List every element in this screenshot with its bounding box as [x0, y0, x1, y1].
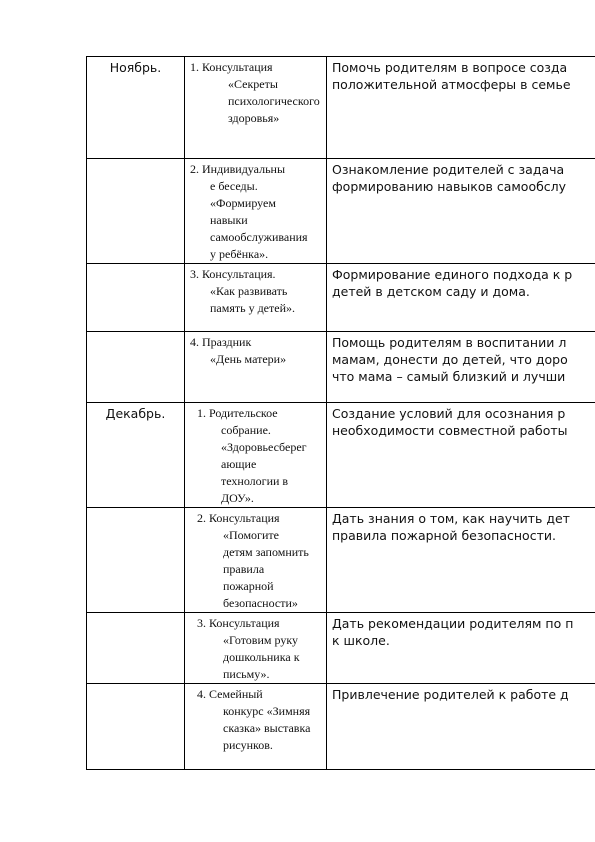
event-text — [185, 684, 326, 754]
event-line: сказка» выставка — [223, 721, 311, 735]
event-text — [185, 264, 326, 317]
month-cell — [87, 264, 185, 332]
event-line: технологии в — [221, 474, 289, 488]
event-line: ДОУ». — [221, 491, 254, 505]
table-row — [87, 332, 595, 403]
goal-line: мамам, донести до детей, что доро — [332, 352, 568, 367]
month-cell — [87, 403, 185, 508]
event-line: рисунков. — [223, 738, 273, 752]
event-line: «Помогите — [223, 528, 279, 542]
event-line: «Формируем — [210, 196, 276, 210]
month-cell — [87, 57, 185, 159]
event-line: 3. Консультация. — [190, 267, 276, 281]
event-line: «Готовим руку — [223, 633, 298, 647]
goal-line: что мама – самый близкий и лучши — [332, 369, 566, 384]
table-row — [87, 159, 595, 264]
goal-text — [327, 332, 595, 385]
goal-line: детей в детском саду и дома. — [332, 284, 530, 299]
goal-cell — [327, 508, 595, 613]
goal-cell — [327, 613, 595, 684]
goal-line: Ознакомление родителей с задача — [332, 162, 565, 177]
event-line: память у детей». — [210, 301, 296, 315]
goal-cell — [327, 159, 595, 264]
event-line: 2. Консультация — [197, 511, 280, 525]
event-line: 2. Индивидуальны — [190, 162, 286, 176]
goal-line: правила пожарной безопасности. — [332, 528, 556, 543]
month-cell — [87, 613, 185, 684]
event-cell — [185, 159, 327, 264]
table-row — [87, 403, 595, 508]
event-line: правила — [223, 562, 265, 576]
month-cell — [87, 508, 185, 613]
table-row — [87, 684, 595, 770]
table-row — [87, 508, 595, 613]
table-row — [87, 613, 595, 684]
event-text — [185, 613, 326, 683]
event-line: пожарной — [223, 579, 274, 593]
event-line: безопасности» — [223, 596, 298, 610]
event-line: «Здоровьесберег — [221, 440, 307, 454]
event-line: конкурс «Зимняя — [223, 704, 311, 718]
month-december: Декабрь. — [105, 406, 166, 421]
event-line: психологического — [228, 94, 320, 108]
event-line: «Секреты — [228, 77, 278, 91]
goal-line: необходимости совместной работы — [332, 423, 568, 438]
goal-cell — [327, 264, 595, 332]
event-line: письму». — [223, 667, 270, 681]
goal-cell — [327, 57, 595, 159]
event-line: 1. Родительское — [197, 406, 278, 420]
event-line: «Как развивать — [210, 284, 288, 298]
event-cell — [185, 57, 327, 159]
event-cell — [185, 684, 327, 770]
event-line: навыки — [210, 213, 248, 227]
event-line: детям запомнить — [223, 545, 309, 559]
goal-text — [327, 613, 595, 649]
goal-line: формированию навыков самообслу — [332, 179, 567, 194]
goal-text — [327, 159, 595, 195]
event-cell — [185, 613, 327, 684]
event-line: 4. Праздник — [190, 335, 252, 349]
month-cell — [87, 159, 185, 264]
event-cell — [185, 508, 327, 613]
goal-line: Создание условий для осознания р — [332, 406, 566, 421]
goal-line: Помощь родителям в воспитании л — [332, 335, 567, 350]
table-row — [87, 57, 595, 159]
event-cell — [185, 332, 327, 403]
goal-text — [327, 264, 595, 300]
event-line: 4. Семейный — [197, 687, 263, 701]
event-text — [185, 57, 326, 127]
goal-cell — [327, 684, 595, 770]
event-line: е беседы. — [210, 179, 258, 193]
goal-line: положительной атмосферы в семье — [332, 77, 571, 92]
goal-text — [327, 57, 595, 93]
goal-line: Дать знания о том, как научить дет — [332, 511, 570, 526]
goal-line: Помочь родителям в вопросе созда — [332, 60, 568, 75]
event-cell — [185, 264, 327, 332]
goal-text — [327, 508, 595, 544]
goal-cell — [327, 332, 595, 403]
goal-cell — [327, 403, 595, 508]
event-line: у ребёнка». — [210, 247, 269, 261]
event-line: «День матери» — [210, 352, 287, 366]
goal-line: Дать рекомендации родителям по п — [332, 616, 574, 631]
event-line: самообслуживания — [210, 230, 308, 244]
parent-work-plan-table — [86, 56, 595, 770]
goal-text — [327, 403, 595, 439]
event-text — [185, 332, 326, 368]
event-line: 1. Консультация — [190, 60, 273, 74]
event-line: здоровья» — [228, 111, 280, 125]
event-line: ающие — [221, 457, 257, 471]
goal-line: Привлечение родителей к работе д — [332, 687, 569, 702]
goal-text — [327, 684, 595, 703]
month-cell — [87, 332, 185, 403]
month-cell — [87, 684, 185, 770]
table-row — [87, 264, 595, 332]
month-november: Ноябрь. — [109, 60, 162, 75]
event-cell — [185, 403, 327, 508]
event-line: собрание. — [221, 423, 271, 437]
goal-line: к школе. — [332, 633, 390, 648]
goal-line: Формирование единого подхода к р — [332, 267, 573, 282]
event-line: дошкольника к — [223, 650, 300, 664]
event-text — [185, 403, 326, 507]
event-line: 3. Консультация — [197, 616, 280, 630]
event-text — [185, 159, 326, 263]
event-text — [185, 508, 326, 612]
